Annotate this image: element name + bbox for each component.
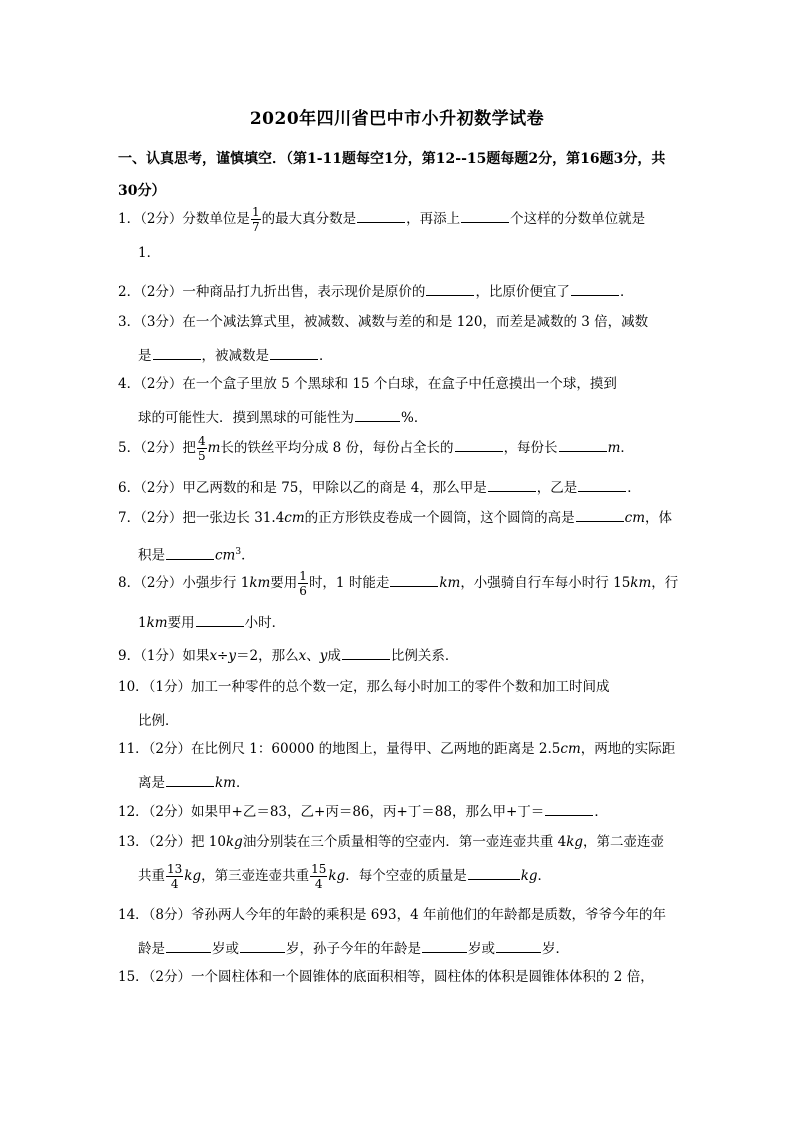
answer-blank[interactable] xyxy=(153,345,201,360)
answer-blank[interactable] xyxy=(545,801,593,816)
answer-blank[interactable] xyxy=(455,437,503,452)
question-13: 13．（2分）把 10kg油分别装在三个质量相等的空壶内．第一壶连壶共重 4kg，第二壶连壶 共重 $\frac{13}{4}$ kg，第三壶连壶共重 $\frac{15}{4}$ kg．每个空壶的质量是 kg． xyxy=(118,834,665,891)
answer-blank[interactable] xyxy=(342,645,390,660)
question-12: 12．（2分）如果甲+乙＝83，乙+丙＝86，丙+丁＝88，那么甲+丁＝ ． xyxy=(118,795,678,829)
question-4: 4．（2分）在一个盒子里放 5 个黑球和 15 个白球，在盒子中任意摸出一个球，摸到 球的可能性大．摸到黑球的可能性为 %． xyxy=(118,376,617,426)
question-5: 5．（2分）把 $\frac{4}{5}$ m长的铁丝平均分成 8 份，每份占全长的 ，每份长 m． xyxy=(118,434,634,463)
question-1 xyxy=(118,202,678,270)
question-15: 15．（2分）一个圆柱体和一个圆锥体的底面积相等，圆柱体的体积是圆锥体体积的 2 倍， xyxy=(118,969,654,985)
answer-blank[interactable] xyxy=(496,938,541,953)
answer-blank[interactable] xyxy=(166,938,211,953)
answer-blank[interactable] xyxy=(578,477,626,492)
section-heading-line1: 一、认真思考，谨慎填空．（第1-11题每空1分，第12--15题每题2分，第16题3分，共 xyxy=(118,151,666,167)
answer-blank[interactable] xyxy=(488,477,536,492)
question-3: 3．（3分）在一个减法算式里，被减数、减数与差的和是 120，而差是减数的 3 倍，减数 是 ，被减数是 ． xyxy=(118,314,649,364)
question-2: 2．（2分）一种商品打九折出售，表示现价是原价的 ，比原价便宜了 ． xyxy=(118,275,678,309)
question-1-line2: 1． xyxy=(138,245,161,261)
section-heading xyxy=(118,143,678,207)
section-heading-line2: 30分） xyxy=(118,183,166,199)
answer-blank[interactable] xyxy=(571,281,619,296)
question-8: 8．（2分）小强步行 1km要用 $\frac{1}{6}$ 时，1 时能走 km，小强骑自行车每小时行 15km，行 1km要用 小时． xyxy=(118,569,679,631)
answer-blank[interactable] xyxy=(422,938,467,953)
answer-blank[interactable] xyxy=(390,572,438,587)
question-1-line1: 1．（2分）分数单位是 $\frac{1}{7}$ 的最大真分数是 ，再添上 个这样的分数单位就是 xyxy=(118,205,646,234)
fraction-1-7: $\frac{1}{7}$ xyxy=(251,205,260,234)
question-9: 9．（1分）如果x÷y＝2，那么x、y成 比例关系． xyxy=(118,639,678,673)
answer-blank[interactable] xyxy=(461,208,509,223)
answer-blank[interactable] xyxy=(559,437,607,452)
fraction-1-6: $\frac{1}{6}$ xyxy=(299,569,307,598)
exam-title: 2020年四川省巴中市小升初数学试卷 xyxy=(249,109,545,129)
question-7: 7．（2分）把一张边长 31.4cm的正方形铁皮卷成一个圆筒，这个圆筒的高是 cm，体 积是 $cm^3$． xyxy=(118,501,678,573)
question-10: 10．（1分）加工一种零件的总个数一定，那么每小时加工的零件个数和加工时间成 比例． xyxy=(118,679,610,729)
answer-blank[interactable] xyxy=(468,865,520,880)
answer-blank[interactable] xyxy=(576,507,624,522)
fraction-4-5: $\frac{4}{5}$ xyxy=(197,434,206,463)
question-6: 6．（2分）甲乙两数的和是 75，甲除以乙的商是 4，那么甲是 ，乙是 ． xyxy=(118,471,678,505)
answer-blank[interactable] xyxy=(426,281,474,296)
answer-blank[interactable] xyxy=(240,938,285,953)
answer-blank[interactable] xyxy=(357,208,405,223)
fraction-15-4: $\frac{15}{4}$ xyxy=(311,862,327,891)
question-11: 11．（2分）在比例尺 1：60000 的地图上，量得甲、乙两地的距离是 2.5cm，两地的实际距 离是 km． xyxy=(118,741,676,791)
answer-blank[interactable] xyxy=(270,345,318,360)
answer-blank[interactable] xyxy=(166,772,214,787)
question-14: 14．（8分）爷孙两人今年的年龄的乘积是 693，4 年前他们的年龄都是质数，爷爷今年的年 龄是 岁或 岁，孙子今年的年龄是 岁或 岁． xyxy=(118,907,666,957)
answer-blank[interactable] xyxy=(355,407,400,422)
fraction-13-4: $\frac{13}{4}$ xyxy=(167,862,183,891)
answer-blank[interactable] xyxy=(166,545,214,560)
answer-blank[interactable] xyxy=(196,612,244,627)
